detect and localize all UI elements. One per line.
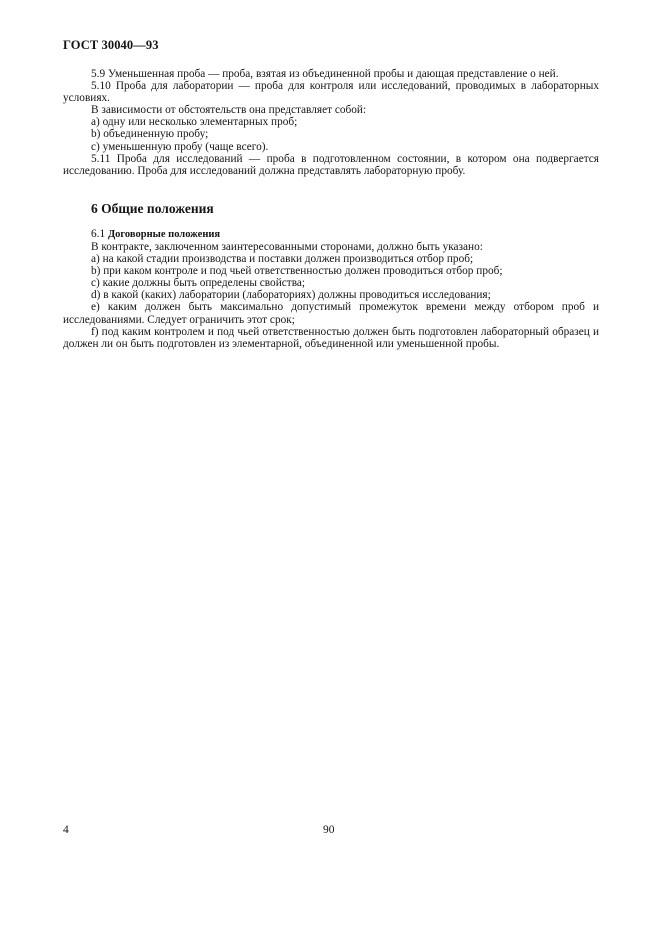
paragraph-5-9: 5.9 Уменьшенная проба — проба, взятая из объединенной пробы и дающая представление о ней. [91,68,559,80]
list-item: e) каким должен быть максимально допустимый промежуток времени между отбором проб и исследованиями. Следует ограничить этот срок; [63,301,599,326]
list-item: b) объединенную пробу; [91,128,209,141]
paragraph-5-10: 5.10 Проба для лаборатории — проба для контроля или исследований, проводимых в лабораторных условиях. [63,80,599,105]
footer-number: 90 [323,824,335,836]
paragraph-6-1-intro: В контракте, заключенном заинтересованными сторонами, должно быть указано: [91,240,483,253]
subsection-6-1-heading [63,228,599,241]
page-number: 4 [63,824,69,836]
document-body [63,68,599,350]
paragraph-5-10-intro: В зависимости от обстоятельств она представляет собой: [91,104,367,117]
list-item: d) в какой (каких) лаборатории (лабораториях) должны проводиться исследования; [91,289,491,302]
subsection-number: 6.1 [91,227,106,240]
list-item: a) одну или несколько элементарных проб; [91,116,298,129]
section-6-title: 6 Общие положения [91,200,214,216]
document-header: ГОСТ 30040—93 [63,38,159,52]
list-item: c) какие должны быть определены свойства; [91,277,306,290]
list-item: a) на какой стадии производства и поставки должен производиться отбор проб; [91,253,474,266]
list-item: c) уменьшенную пробу (чаще всего). [91,140,269,153]
paragraph-5-11: 5.11 Проба для исследований — проба в подготовленном состоянии, в котором она подвергается исследованию. Проба для исследований должна представлять лабораторную пробу. [63,152,599,177]
list-item: b) при каком контроле и под чьей ответственностью должен проводиться отбор проб; [91,265,503,278]
list-item: f) под каким контролем и под чьей ответственностью должен быть подготовлен лабораторный образец и должен ли он быть подготовлен из элементарной, объединенной или уменьшенной пробы. [63,325,599,350]
subsection-title: Договорные положения [107,228,221,240]
